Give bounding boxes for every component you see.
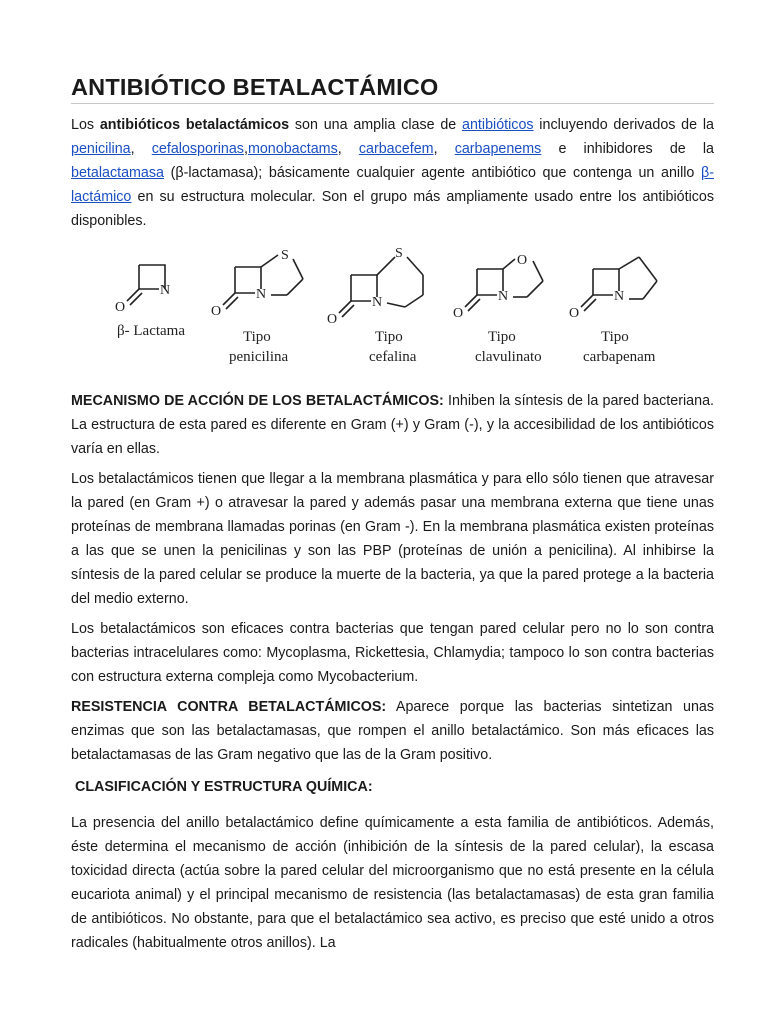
atom-o: O [453,306,464,321]
intro-text-3: incluyendo derivados de la [533,117,714,133]
atom-o: O [569,306,580,321]
mecanismo-text: Inhiben la síntesis de la pared bacteriana. La estructura de esta pared es diferente en Gram (+) y Gram (-), y la accesibilidad de los antibióticos varía en ellas. [71,393,714,457]
mecanismo-paragraph [71,389,714,461]
intro-bold-term: antibióticos betalactámicos [99,117,290,133]
resistencia-paragraph [71,695,714,767]
intro-text-5: (β-lactamasa); básicamente cualquier agente antibiótico que contenga un anillo [164,165,701,181]
atom-n: N [256,287,267,302]
label-carbapenam-1: Tipo [601,329,629,345]
structure-clavulinato [453,253,543,365]
link-beta-lactamico[interactable]: β-lactámico [71,165,714,205]
chemical-structures-svg [105,245,695,375]
intro-sep-2: , [243,141,248,157]
link-carbacefem[interactable]: carbacefem [358,141,434,157]
link-cefalosporinas[interactable]: cefalosporinas [151,141,244,157]
label-cefalina-1: Tipo [375,329,403,345]
resistencia-heading: RESISTENCIA CONTRA BETALACTÁMICOS: [71,699,387,715]
atom-s: S [395,246,403,261]
label-carbapenam-2: carbapenam [583,349,656,365]
intro-sep-4: , [433,141,455,157]
link-antibioticos[interactable]: antibióticos [462,117,534,133]
atom-n: N [498,289,509,304]
intro-sep-3: , [337,141,359,157]
membrana-paragraph: Los betalactámicos tienen que llegar a la membrana plasmática y para ello sólo tienen que atravesar la pared (en Gram +) o atravesar la pared y además pasar una membrana externa que tiene unas proteínas de membrana llamadas porinas (en Gram -). En la membrana plasmática existen proteínas a las que se unen la penicilinas y son las PBP (proteínas de unión a penicilina). Al inhibirse la síntesis de la pared celular se produce la muerte de la bacteria, ya que la pared protege a la bacteria del medio externo. [71,471,714,607]
atom-n: N [614,289,625,304]
eficacia-paragraph: Los betalactámicos son eficaces contra bacterias que tengan pared celular pero no lo son contra bacterias intracelulares como: Mycoplasma, Rickettesia, Chlamydia; tampoco lo son contra bacterias con estructura externa compleja como Mycobacterium. [71,621,714,685]
atom-s: S [281,248,289,263]
label-clavulinato-2: clavulinato [475,349,542,365]
structure-penicilina [211,248,303,365]
link-carbapenems[interactable]: carbapenems [454,141,542,157]
intro-paragraph [71,113,714,233]
label-cefalina-2: cefalina [369,349,417,365]
mecanismo-heading: MECANISMO DE ACCIÓN DE LOS BETALACTÁMICOS: [71,393,444,409]
atom-o: O [211,304,222,319]
clasificacion-heading: CLASIFICACIÓN Y ESTRUCTURA QUÍMICA: [75,779,373,795]
intro-text-1: Los [71,117,100,133]
intro-text-2: son una amplia clase de [289,117,463,133]
atom-n: N [160,283,171,298]
page-title: ANTIBIÓTICO BETALACTÁMICO [71,72,714,104]
atom-o-ring: O [517,253,528,268]
intro-text-4: e inhibidores de la [541,141,715,157]
structure-cefalina [327,246,423,365]
link-monobactams[interactable]: monobactams [247,141,338,157]
atom-o: O [115,300,126,315]
beta-lactam-structures-figure [71,245,714,375]
label-beta-lactama-1: β- Lactama [117,323,186,339]
atom-n: N [372,295,383,310]
label-clavulinato-1: Tipo [488,329,516,345]
label-penicilina-1: Tipo [243,329,271,345]
clasificacion-paragraph: La presencia del anillo betalactámico define químicamente a esta familia de antibióticos. Además, éste determina el mecanismo de acción (inhibición de la síntesis de la pared celular), la escasa toxicidad directa (actúa sobre la pared celular del microorganismo que no está presente en la célula eucariota animal) y el principal mecanismo de resistencia (las betalactamasas) de esta gran familia de antibióticos. No obstante, para que el betalactámico sea activo, es preciso que esté unido a otros radicales (habitualmente otros anillos). La [71,815,714,951]
intro-sep-1: , [130,141,152,157]
atom-o: O [327,312,338,327]
structure-carbapenam [569,257,657,365]
intro-text-6: en su estructura molecular. Son el grupo más ampliamente usado entre los antibióticos disponibles. [71,189,714,229]
link-penicilina[interactable]: penicilina [71,141,131,157]
link-betalactamasa[interactable]: betalactamasa [71,165,164,181]
resistencia-text: Aparece porque las bacterias sintetizan unas enzimas que son las betalactamasas, que rompen el anillo betalactámico. Son más eficaces las betalactamasas de las Gram negativo que las de la Gram positivo. [71,699,715,763]
label-penicilina-2: penicilina [229,349,289,365]
structure-beta-lactama [115,265,185,339]
